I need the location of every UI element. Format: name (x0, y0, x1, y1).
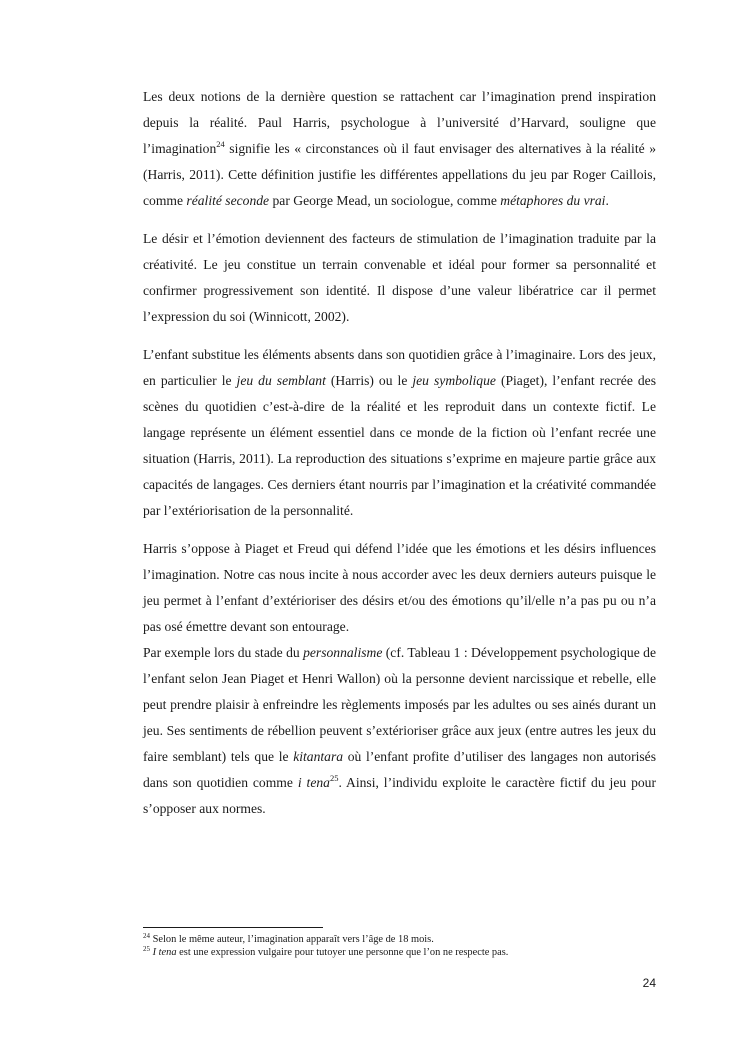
italic-term-i-tena: i tena (297, 775, 330, 790)
text-run: par George Mead, un sociologue, comme (269, 193, 501, 208)
paragraph-personnalisme-example (143, 640, 656, 822)
text-run: . Ainsi, l’individu exploite le caractère fictif du jeu pour s’opposer aux normes. (143, 775, 656, 816)
text-run: . (605, 193, 609, 208)
italic-term-realite-seconde: réalité seconde (186, 193, 270, 208)
text-run: signifie les « circonstances où il faut envisager des alternatives à la réalité » (Harris, 2011). Cette définition justifie les différentes appellations du jeu par Roger Caillois, comme (143, 141, 656, 208)
document-body (143, 84, 656, 834)
text-run: où l’enfant profite d’utiliser des langages non autorisés dans son quotidien comme (143, 749, 656, 790)
footnote-text: est une expression vulgaire pour tutoyer une personne que l’on ne respecte pas. (176, 947, 509, 958)
text-run: (Piaget), l’enfant recrée des scènes du quotidien c’est-à-dire de la réalité et les reproduit dans un contexte fictif. Le langage représente un élément essentiel dans ce monde de la fiction où l’enfant recrée une situation (Harris, 2011). La reproduction des situations s’exprime en majeure partie grâce aux capacités de langages. Ces derniers étant nourris par l’imagination et la créativité commandée par l’extériorisation de la personnalité. (143, 373, 656, 518)
footnote-text: Selon le même auteur, l’imagination apparaît vers l’âge de 18 mois. (150, 934, 434, 945)
italic-term-metaphores-du-vrai: métaphores du vrai (500, 193, 606, 208)
text-run: L’enfant substitue les éléments absents dans son quotidien grâce à l’imaginaire. Lors des jeux, en particulier le (143, 347, 656, 388)
italic-term-jeu-du-semblant: jeu du semblant (236, 373, 326, 388)
text-run: Par exemple lors du stade du (143, 645, 304, 660)
footnote-number: 24 (143, 932, 150, 940)
text-run: (cf. Tableau 1 : Développement psychologique de l’enfant selon Jean Piaget et Henri Wallon) où la personne devient narcissique et rebelle, elle peut prendre plaisir à enfreindre les règlements imposés par les adultes ou ses ainés durant un jeu. Ses sentiments de rébellion peuvent s’extérioriser grâce aux jeux (entre autres les jeux du faire semblant) tels que le (143, 645, 656, 764)
paragraph-child-substitutes (143, 342, 656, 524)
paragraph-harris-opposes: Harris s’oppose à Piaget et Freud qui défend l’idée que les émotions et les désirs influences l’imagination. Notre cas nous incite à nous accorder avec les deux derniers auteurs puisque le jeu permet à l’enfant d’extérioriser des désirs et/ou des émotions qu’il/elle n’a pas pu ou n’a pas osé émettre devant son entourage. (143, 541, 656, 634)
footnote-24 (143, 933, 656, 946)
footnotes (143, 933, 656, 959)
paragraph-imagination-reality (143, 84, 656, 214)
page-number: 24 (642, 976, 656, 990)
footnote-ref-25[interactable]: 25 (329, 773, 339, 783)
text-run: Les deux notions de la dernière question se rattachent car l’imagination prend inspiration depuis la réalité. Paul Harris, psychologue à l’université d’Harvard, souligne que l’imagination (143, 89, 656, 156)
footnote-number: 25 (143, 945, 150, 953)
italic-term-personnalisme: personnalisme (303, 645, 383, 660)
italic-term-kitantara: kitantara (293, 749, 344, 764)
italic-term-jeu-symbolique: jeu symbolique (412, 373, 496, 388)
footnote-ref-24[interactable]: 24 (216, 139, 225, 149)
footnote-italic-term: I tena (152, 947, 177, 958)
footnote-25 (143, 946, 656, 959)
paragraph-desire-emotion: Le désir et l’émotion deviennent des facteurs de stimulation de l’imagination traduite par la créativité. Le jeu constitue un terrain convenable et idéal pour former sa personnalité et confirmer progressivement son identité. Il dispose d’une valeur libératrice car il permet l’expression du soi (Winnicott, 2002). (143, 231, 656, 324)
footnote-separator (143, 927, 323, 928)
text-run: (Harris) ou le (325, 373, 413, 388)
